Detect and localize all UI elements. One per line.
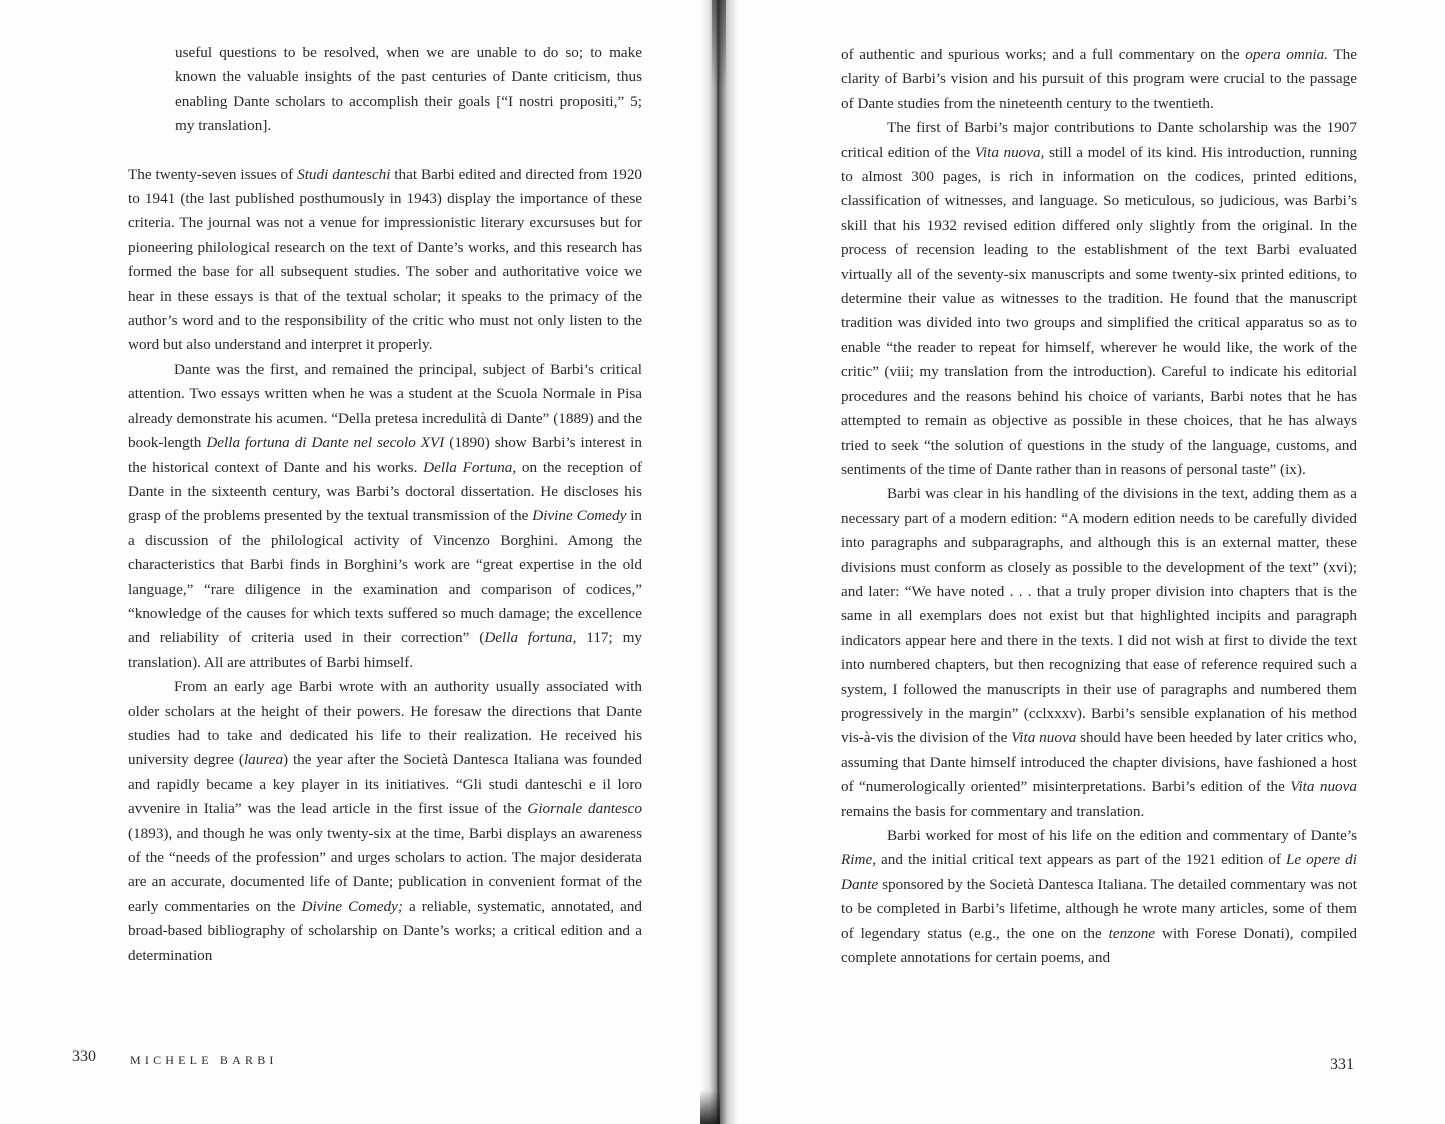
paragraph: The first of Barbi’s major contributions to Dante scholarship was the 1907 critical edition of the Vita nuova, still a model of its kind. His introduction, running to almost 300 pages, is rich in information on the codices, printed editions, classification of witnesses, and language. So meticulous, so judicious, was Barbi’s skill that his 1932 revised edition differed only slightly from the original. In the process of recension leading to the establishment of the text Barbi evaluated virtually all of the seventy-six manuscripts and some twenty-six printed editions, to determine their value as witnesses to the tradition. He found that the manuscript tradition was divided into two groups and simplified the critical apparatus so as to enable “the reader to repeat for himself, wherever he would like, the work of the critic” (viii; my translation from the introduction). Careful to indicate his editorial procedures and the reasons behind his choice of variants, Barbi notes that he has attempted to remain as objective as possible in these choices, that he has always tried to seek “the solution of questions in the study of the language, customs, and sentiments of the time of Dante rather than in reasons of personal taste” (ix). (841, 119, 1358, 478)
paragraph: of authentic and spurious works; and a full commentary on the opera omnia. The clarity of Barbi’s vision and his pursuit of this program were crucial to the passage of Dante studies from the nineteenth century to the twentieth. (841, 46, 1357, 112)
left-page (0, 0, 712, 1124)
paragraph: Barbi worked for most of his life on the edition and commentary of Dante’s Rime, and the initial critical text appears as part of the 1921 edition of Le opere di Dante sponsored by the Società Dantesca Italiana. The detailed commentary was not to be completed in Barbi’s lifetime, although he wrote many articles, some of them of legendary status (e.g., the one on the tenzone with Forese Donati), compiled complete annotations for certain poems, and (841, 827, 1357, 967)
quote-paragraph: useful questions to be resolved, when we are unable to do so; to make known the valuable insights of the past centuries of Dante criticism, thus enabling Dante scholars to accomplish their goals [“I nostri propositi,” 5; my translation]. (175, 44, 642, 135)
paragraph: The twenty-seven issues of Studi danteschi that Barbi edited and directed from 1920 to 1941 (the last published posthumously in 1943) display the importance of these criteria. The journal was not a venue for impressionistic literary excursuses but for pioneering philological research on the text of Dante’s works, and this research has formed the base for all subsequent studies. The sober and authoritative voice we hear in these essays is that of the textual scholar; it speaks to the primacy of the author’s word and to the responsibility of the critic who must not only listen to the word but also understand and interpret it properly. (128, 165, 643, 354)
left-page-text (128, 41, 642, 968)
paragraph: From an early age Barbi wrote with an authority usually associated with older scholars at the height of their powers. He foresaw the directions that Dante studies had to take and dedicated his life to their realization. He received his university degree (laurea) the year after the Società Dantesca Italiana was founded and rapidly became a key player in its initiatives. “Gli studi danteschi e il loro avvenire in Italia” was the lead article in the first issue of the Giornale dantesco (1893), and though he was only twenty-six at the time, Barbi displays an awareness of the “needs of the profession” and urges scholars to action. The major desiderata are an accurate, documented life of Dante; publication in convenient format of the early commentaries on the Divine Comedy; a reliable, systematic, annotated, and broad-based bibliography of scholarship on Dante’s works; a critical edition and a determination (128, 678, 642, 964)
block-quote (128, 41, 642, 139)
right-page-text (841, 43, 1357, 970)
gutter-shadow (700, 1090, 720, 1124)
book-gutter (700, 0, 738, 1124)
paragraph: Barbi was clear in his handling of the divisions in the text, adding them as a necessary part of a modern edition: “A modern edition needs to be carefully divided into paragraphs and subparagraphs, and although this is an external matter, these divisions must conform as closely as possible to the development of the text” (xvi); and later: “We have noted . . . that a truly proper division into chapters that is the same in all exemplars does not exist but that highlighted incipits and paragraph indicators appear here and there in the texts. I did not wish at first to divide the text into numbered chapters, but then recognizing that ease of reference required such a system, I followed the manuscripts in their use of paragraphs and numbered them progressively in the margin” (cclxxxv). Barbi’s sensible explanation of his method vis-à-vis the division of the Vita nuova should have been heeded by later critics who, assuming that Dante himself introduced the chapter divisions, have fashioned a host of “numerologically oriented” misinterpretations. Barbi’s edition of the Vita nuova remains the basis for commentary and translation. (841, 485, 1357, 820)
gutter-shadow (712, 0, 726, 90)
page-number: 330 (72, 1048, 96, 1065)
running-head: MICHELE BARBI (130, 1053, 278, 1067)
paragraph: Dante was the first, and remained the principal, subject of Barbi’s critical attention. Two essays written when he was a student at the Scuola Normale in Pisa already demonstrate his acumen. “Della pretesa incredulità di Dante” (1889) and the book-length Della fortuna di Dante nel secolo XVI (1890) show Barbi’s interest in the historical context of Dante and his works. Della Fortuna, on the reception of Dante in the sixteenth century, was Barbi’s doctoral dissertation. He discloses his grasp of the problems presented by the textual transmission of the Divine Comedy in a discussion of the philological activity of Vincenzo Borghini. Among the characteristics that Barbi finds in Borghini’s work are “great expertise in the old language,” “rare diligence in the examination and comparison of codices,” “knowledge of the causes for which texts suffered so much damage; the excellence and reliability of criteria used in their correction” (Della fortuna, 117; my translation). All are attributes of Barbi himself. (128, 360, 643, 671)
page-number: 331 (1330, 1056, 1354, 1073)
